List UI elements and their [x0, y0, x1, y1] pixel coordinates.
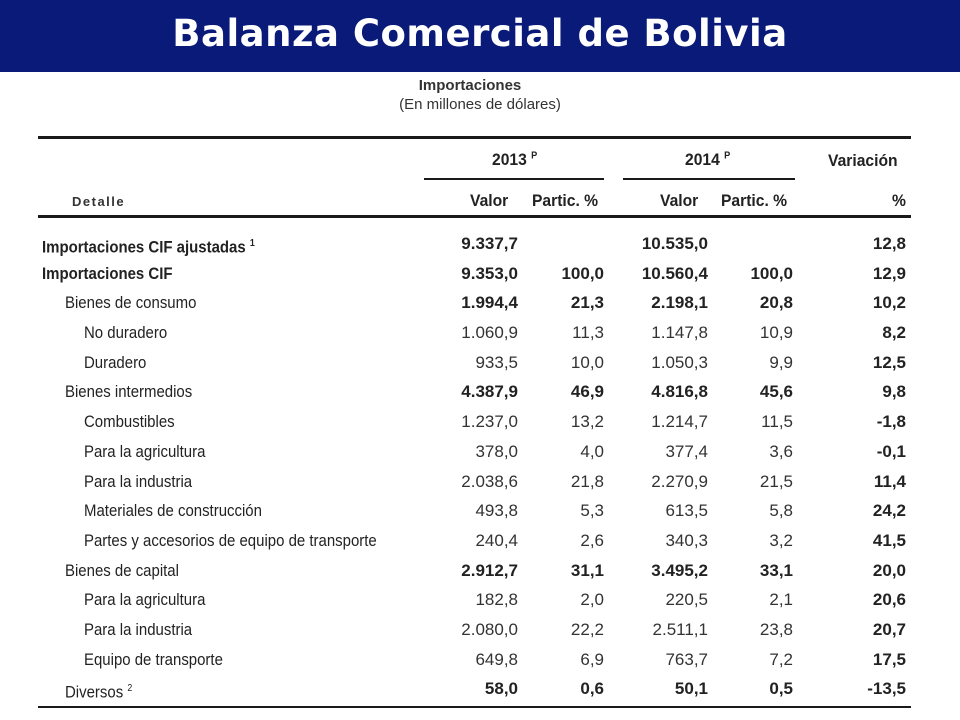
- row-label-text: Equipo de transporte: [84, 649, 223, 669]
- row-label-text: Importaciones CIF: [42, 263, 173, 283]
- year1-share-header: Partic. %: [532, 191, 599, 210]
- year2-share-cell: 45,6: [759, 382, 793, 402]
- year1-share-cell: 4,0: [580, 441, 604, 461]
- year2-underline: [623, 178, 795, 180]
- row-label-text: Materiales de construcción: [84, 501, 262, 521]
- detail-header: Detalle: [72, 194, 126, 209]
- variation-cell: 12,8: [872, 234, 906, 253]
- footnote-mark: 2: [127, 683, 133, 695]
- year1-value-cell: 2.912,7: [461, 560, 518, 580]
- row-label: [84, 615, 192, 645]
- table-caption: [0, 76, 960, 114]
- row-label: [84, 407, 175, 437]
- year1-share-cell: 5,3: [580, 501, 604, 521]
- year1-share-cell: 2,0: [580, 590, 604, 610]
- year1-share-cell: 10,0: [570, 352, 604, 372]
- year1-value-cell: 1.237,0: [461, 412, 518, 432]
- row-label: [84, 437, 205, 467]
- variation-cell: 9,8: [882, 382, 906, 402]
- variation-cell: 20,0: [872, 560, 906, 580]
- year2-share-cell: 0,5: [769, 679, 793, 699]
- row-label: [65, 674, 132, 707]
- variation-cell: -0,1: [876, 441, 906, 461]
- year1-share-cell: 11,3: [572, 323, 604, 343]
- year1-share-cell: 31,1: [570, 560, 604, 580]
- table-row: [0, 467, 960, 497]
- table-row: [0, 259, 960, 289]
- year2-share-cell: 5,8: [769, 501, 793, 521]
- year1-value-cell: 649,8: [475, 649, 518, 669]
- variation-cell: 20,7: [872, 619, 906, 639]
- year2-label: 2014: [685, 150, 720, 169]
- year2-value-cell: 340,3: [665, 530, 708, 550]
- table-row: [0, 556, 960, 586]
- year1-share-cell: 100,0: [561, 263, 604, 283]
- row-label-text: Para la agricultura: [84, 590, 206, 610]
- year2-value-cell: 2.198,1: [651, 293, 708, 313]
- row-label: [65, 556, 179, 586]
- bottom-rule: [38, 706, 911, 708]
- row-label: [84, 526, 377, 556]
- row-label: [42, 229, 255, 262]
- table-row: [0, 496, 960, 526]
- year2-mark: P: [724, 150, 731, 162]
- top-rule: [38, 136, 911, 139]
- year2-share-cell: 11,5: [761, 412, 793, 432]
- year2-value-cell: 2.270,9: [651, 471, 708, 491]
- year2-value-cell: 613,5: [665, 501, 708, 521]
- row-label-text: Importaciones CIF ajustadas: [42, 237, 246, 257]
- variation-cell: 8,2: [882, 323, 906, 343]
- row-label-text: Combustibles: [84, 412, 175, 432]
- row-label-text: Para la agricultura: [84, 441, 206, 461]
- variation-cell: 20,6: [872, 590, 906, 610]
- variation-cell: -13,5: [867, 679, 906, 699]
- year2-share-cell: 20,8: [759, 293, 793, 313]
- table-row: [0, 288, 960, 318]
- year2-value-cell: 10.535,0: [641, 234, 708, 253]
- variation-cell: 24,2: [872, 501, 906, 521]
- year1-share-cell: 2,6: [580, 530, 604, 550]
- table-row: [0, 407, 960, 437]
- table-title: Importaciones: [418, 77, 522, 94]
- table-row: [0, 229, 960, 259]
- year1-value-cell: 1.060,9: [461, 323, 518, 343]
- row-label: [84, 585, 205, 615]
- variation-cell: 12,5: [872, 352, 906, 372]
- year1-share-cell: 6,9: [580, 649, 604, 669]
- year1-underline: [424, 178, 604, 180]
- table-units: (En millones de dólares): [399, 96, 561, 113]
- row-label: [84, 496, 262, 526]
- year1-value-cell: 182,8: [475, 590, 518, 610]
- footnote-mark: 1: [249, 238, 255, 249]
- year1-value-cell: 9.337,7: [461, 234, 518, 253]
- page-title: Balanza Comercial de Bolivia: [172, 12, 788, 55]
- row-label-text: Diversos: [65, 682, 124, 702]
- year1-share-cell: 46,9: [570, 382, 604, 402]
- year2-value-cell: 220,5: [665, 590, 708, 610]
- row-label-text: Duradero: [84, 352, 147, 372]
- year2-value-cell: 50,1: [674, 679, 708, 699]
- year1-value-cell: 240,4: [475, 530, 518, 550]
- year1-share-cell: 13,2: [570, 412, 604, 432]
- table-row: [0, 318, 960, 348]
- year1-value-cell: 378,0: [475, 441, 518, 461]
- year2-share-cell: 3,6: [769, 441, 793, 461]
- year1-value-cell: 493,8: [475, 501, 518, 521]
- row-label-text: Partes y accesorios de equipo de transporte: [84, 530, 377, 550]
- variation-cell: 41,5: [872, 530, 906, 550]
- year2-share-cell: 21,5: [759, 471, 793, 491]
- year2-share-cell: 33,1: [759, 560, 793, 580]
- variation-cell: -1,8: [876, 412, 906, 432]
- row-label-text: No duradero: [84, 323, 168, 343]
- year1-share-cell: 21,3: [570, 293, 604, 313]
- row-label: [84, 645, 223, 675]
- year2-value-cell: 1.147,8: [651, 323, 708, 343]
- year2-value-cell: 1.050,3: [651, 352, 708, 372]
- variation-cell: 12,9: [872, 263, 906, 283]
- table-body: [0, 229, 960, 704]
- year1-value-cell: 1.994,4: [461, 293, 518, 313]
- table-row: [0, 585, 960, 615]
- year2-share-cell: 100,0: [750, 263, 793, 283]
- row-label-text: Para la industria: [84, 619, 193, 639]
- year1-share-cell: 22,2: [570, 619, 604, 639]
- year1-value-cell: 933,5: [475, 352, 518, 372]
- year2-share-cell: 10,9: [759, 323, 793, 343]
- year1-value-cell: 4.387,9: [461, 382, 518, 402]
- row-label: [65, 377, 192, 407]
- year1-share-cell: 21,8: [570, 471, 604, 491]
- row-label-text: Bienes de capital: [65, 560, 179, 580]
- row-label-text: Bienes intermedios: [65, 382, 193, 402]
- table-row: [0, 615, 960, 645]
- row-label: [84, 348, 146, 378]
- table-row: [0, 437, 960, 467]
- table-row: [0, 526, 960, 556]
- row-label-text: Bienes de consumo: [65, 293, 197, 313]
- year2-share-cell: 23,8: [759, 619, 793, 639]
- year2-share-cell: 9,9: [769, 352, 793, 372]
- year1-mark: P: [531, 150, 538, 162]
- year1-value-header: Valor: [470, 191, 509, 210]
- row-label: [65, 288, 196, 318]
- year1-value-cell: 2.038,6: [461, 471, 518, 491]
- variation-cell: 11,4: [873, 471, 906, 491]
- year1-value-cell: 58,0: [484, 679, 518, 699]
- year1-label: 2013: [492, 150, 527, 169]
- year1-value-cell: 9.353,0: [461, 263, 518, 283]
- variation-header: Variación: [828, 151, 898, 170]
- year2-header: [685, 150, 730, 170]
- year1-header: [492, 150, 537, 170]
- table-row: [0, 674, 960, 704]
- table-row: [0, 348, 960, 378]
- table-row: [0, 377, 960, 407]
- year2-value-header: Valor: [660, 191, 699, 210]
- year2-share-cell: 3,2: [769, 530, 793, 550]
- year2-value-cell: 377,4: [665, 441, 708, 461]
- header-rule: [38, 215, 911, 218]
- row-label: [84, 318, 167, 348]
- row-label: [84, 467, 192, 497]
- year2-share-header: Partic. %: [721, 191, 788, 210]
- variation-cell: 10,2: [872, 293, 906, 313]
- row-label-text: Para la industria: [84, 471, 193, 491]
- table-row: [0, 645, 960, 675]
- year2-value-cell: 1.214,7: [651, 412, 708, 432]
- year2-value-cell: 10.560,4: [641, 263, 708, 283]
- title-banner: [0, 0, 960, 72]
- year2-value-cell: 4.816,8: [651, 382, 708, 402]
- year2-value-cell: 2.511,1: [652, 619, 708, 639]
- year1-value-cell: 2.080,0: [461, 619, 518, 639]
- year1-share-cell: 0,6: [580, 679, 604, 699]
- year2-share-cell: 7,2: [769, 649, 793, 669]
- year2-value-cell: 3.495,2: [651, 560, 708, 580]
- year2-share-cell: 2,1: [769, 590, 793, 610]
- variation-unit-header: %: [892, 191, 906, 210]
- variation-cell: 17,5: [872, 649, 906, 669]
- row-label: [42, 259, 173, 289]
- year2-value-cell: 763,7: [665, 649, 708, 669]
